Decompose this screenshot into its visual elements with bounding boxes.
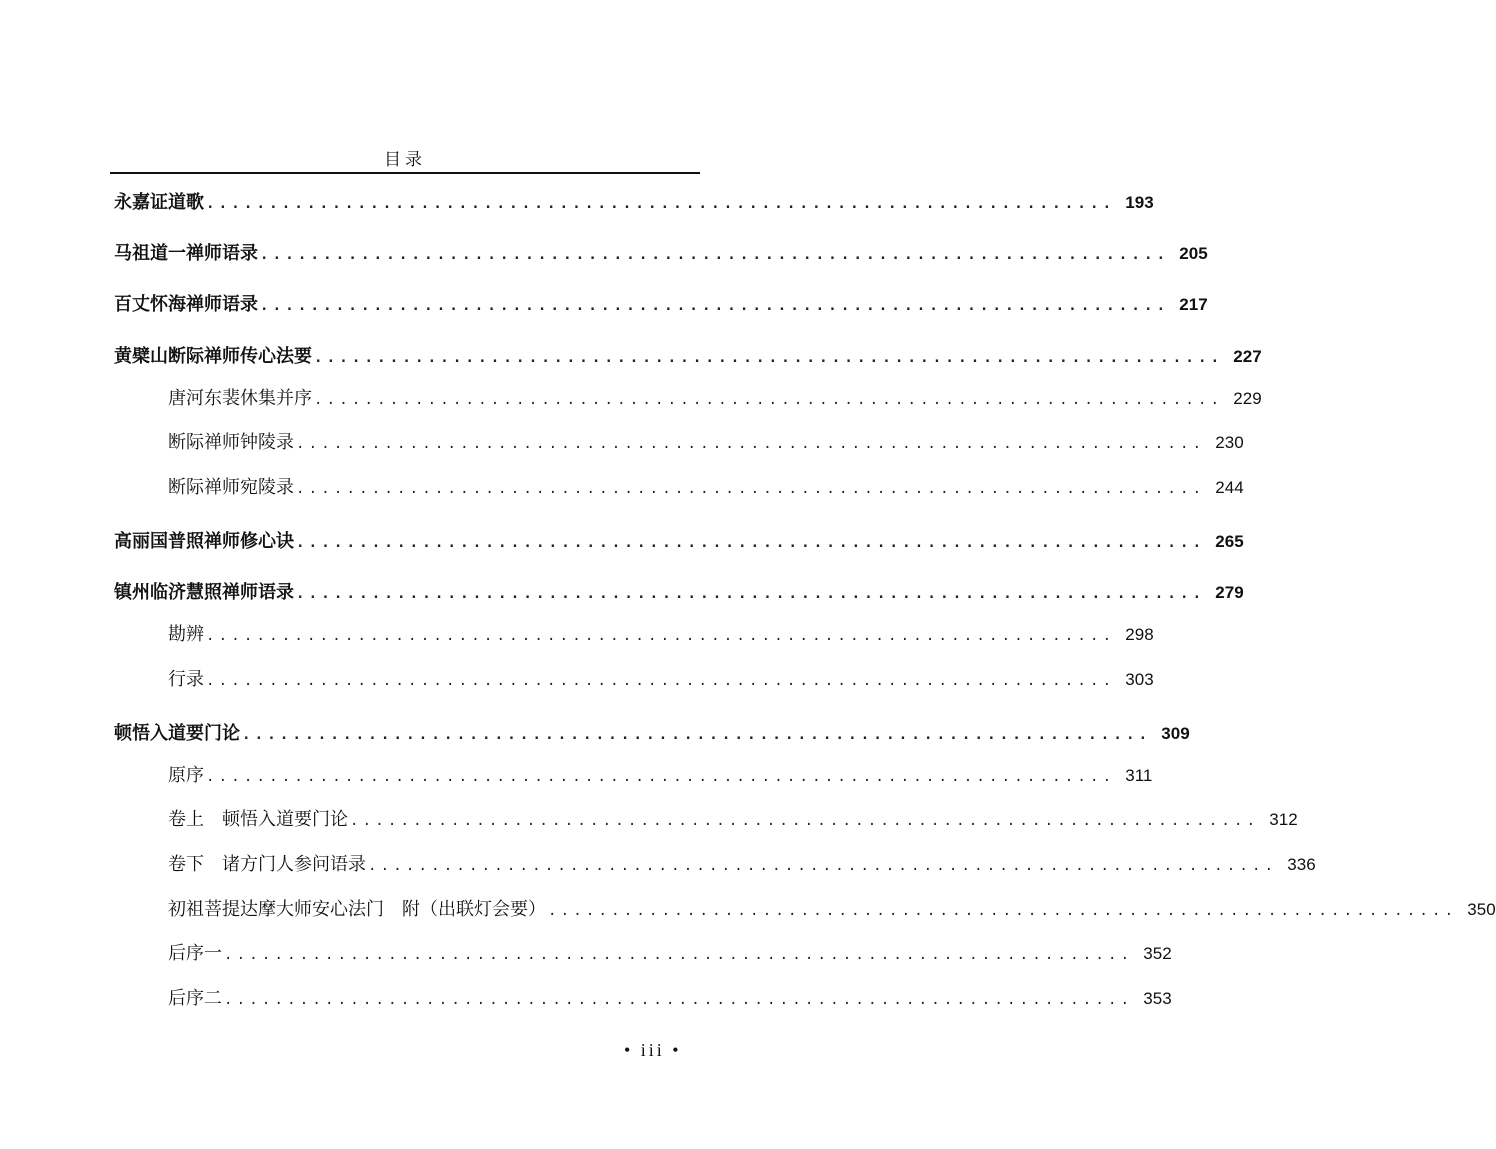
toc-entry-title: 镇州临济慧照禅师语录 xyxy=(114,582,294,603)
toc-subentry xyxy=(168,984,1172,1010)
header-divider xyxy=(110,172,700,174)
dot-leader: ........................................................................ xyxy=(314,392,1224,408)
toc-subentry xyxy=(168,939,1172,965)
toc-entry-page: 217 xyxy=(1179,295,1208,314)
toc-subentry xyxy=(168,428,1244,454)
dot-leader: ........................................................................ xyxy=(296,481,1206,497)
toc-entry-page: 350 xyxy=(1467,900,1496,919)
toc-entry xyxy=(114,719,1190,745)
toc-subentry xyxy=(168,665,1154,691)
dot-leader: ........................................................................ xyxy=(206,196,1116,212)
toc-entry xyxy=(114,239,1208,265)
toc-entry-page: 244 xyxy=(1215,478,1244,497)
toc-subentry xyxy=(168,850,1316,876)
dot-leader: ........................................................................ xyxy=(368,858,1278,874)
page-number: • iii • xyxy=(624,1040,682,1060)
dot-leader: ........................................................................ xyxy=(206,673,1116,689)
toc-entry-page: 229 xyxy=(1233,389,1262,408)
toc-subentry xyxy=(168,620,1154,646)
toc-entry xyxy=(114,527,1244,553)
toc-entry-title: 卷下 诸方门人参问语录 xyxy=(168,854,366,875)
toc-entry-page: 311 xyxy=(1125,766,1153,785)
toc-entry-title: 卷上 顿悟入道要门论 xyxy=(168,809,348,830)
dot-leader: ........................................................................ xyxy=(224,992,1134,1008)
toc-entry-title: 后序一 xyxy=(168,943,222,964)
toc-entry-page: 193 xyxy=(1125,193,1154,212)
toc-entry-title: 勘辨 xyxy=(168,624,204,645)
toc-entry-page: 230 xyxy=(1215,433,1244,452)
toc-entry-page: 298 xyxy=(1125,625,1154,644)
dot-leader: ........................................................................ xyxy=(548,903,1458,919)
dot-leader: ........................................................................ xyxy=(206,769,1116,785)
toc-entry xyxy=(114,342,1262,368)
toc-entry-title: 黄檗山断际禅师传心法要 xyxy=(114,346,312,367)
toc-subentry xyxy=(168,805,1298,831)
dot-leader: ........................................................................ xyxy=(206,628,1116,644)
toc-entry-title: 高丽国普照禅师修心诀 xyxy=(114,531,294,552)
dot-leader: ........................................................................ xyxy=(296,535,1206,551)
dot-leader: ........................................................................ xyxy=(260,298,1170,314)
toc-entry xyxy=(114,290,1208,316)
toc-entry-title: 断际禅师宛陵录 xyxy=(168,477,294,498)
toc-subentry xyxy=(168,761,1153,787)
toc-entry-page: 336 xyxy=(1287,855,1316,874)
dot-leader: ........................................................................ xyxy=(350,813,1260,829)
toc-entry-title: 马祖道一禅师语录 xyxy=(114,243,258,264)
toc-entry-page: 303 xyxy=(1125,670,1154,689)
page-title: 目录 xyxy=(384,150,426,170)
toc-entry-page: 265 xyxy=(1215,532,1244,551)
toc-entry-page: 279 xyxy=(1215,583,1244,602)
toc-entry-title: 断际禅师钟陵录 xyxy=(168,432,294,453)
toc-entry-page: 352 xyxy=(1143,944,1172,963)
dot-leader: ........................................................................ xyxy=(224,947,1134,963)
dot-leader: ........................................................................ xyxy=(296,436,1206,452)
toc-entry-title: 后序二 xyxy=(168,988,222,1009)
toc-entry-title: 百丈怀海禅师语录 xyxy=(114,294,258,315)
dot-leader: ........................................................................ xyxy=(260,247,1170,263)
toc-entry-page: 312 xyxy=(1269,810,1298,829)
toc-entry-title: 永嘉证道歌 xyxy=(114,192,204,213)
toc-entry-page: 353 xyxy=(1143,989,1172,1008)
dot-leader: ........................................................................ xyxy=(314,350,1224,366)
toc-subentry xyxy=(168,895,1496,921)
toc-entry xyxy=(114,578,1244,604)
dot-leader: ........................................................................ xyxy=(296,586,1206,602)
toc-entry-title: 初祖菩提达摩大师安心法门 附（出联灯会要） xyxy=(168,899,546,920)
toc-entry-title: 唐河东裴休集并序 xyxy=(168,388,312,409)
toc-entry-page: 227 xyxy=(1233,347,1262,366)
toc-entry-page: 205 xyxy=(1179,244,1208,263)
toc-entry-title: 原序 xyxy=(168,765,204,786)
toc-entry-title: 行录 xyxy=(168,669,204,690)
toc-entry xyxy=(114,188,1154,214)
toc-subentry xyxy=(168,384,1262,410)
dot-leader: ........................................................................ xyxy=(242,727,1152,743)
toc-entry-title: 顿悟入道要门论 xyxy=(114,723,240,744)
toc-entry-page: 309 xyxy=(1161,724,1190,743)
toc-subentry xyxy=(168,473,1244,499)
